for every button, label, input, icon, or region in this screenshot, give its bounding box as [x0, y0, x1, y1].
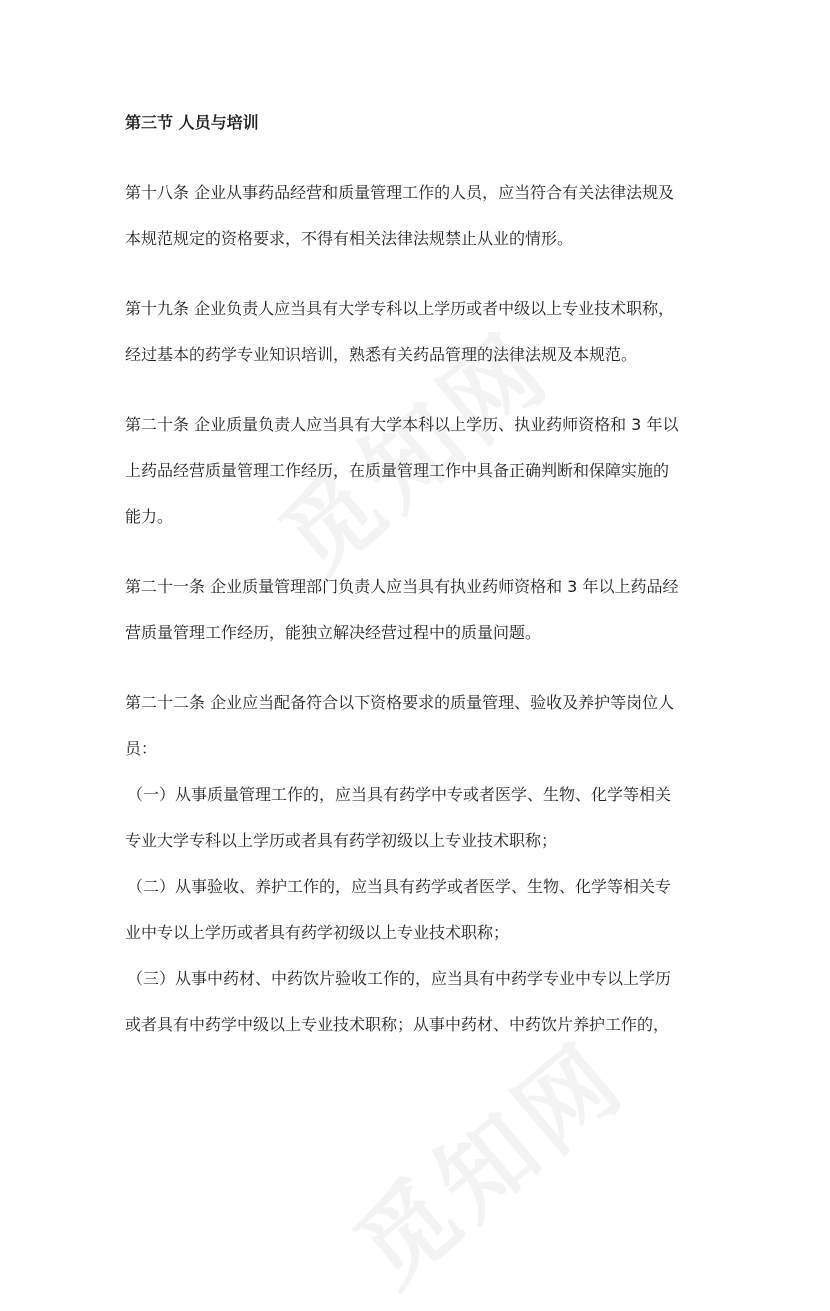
paragraph-line: 第十九条 企业负责人应当具有大学专科以上学历或者中级以上专业技术职称，: [125, 299, 675, 318]
list-item-line: 业中专以上学历或者具有药学初级以上专业技术职称；: [125, 923, 510, 942]
list-item-line: 或者具有中药学中级以上专业技术职称；从事中药材、中药饮片养护工作的，: [125, 1015, 670, 1034]
paragraph-line: 营质量管理工作经历，能独立解决经营过程中的质量问题。: [125, 623, 542, 642]
paragraph-line: 第二十一条 企业质量管理部门负责人应当具有执业药师资格和 3 年以上药品经: [125, 577, 679, 596]
list-item-line: 专业大学专科以上学历或者具有药学初级以上专业技术职称；: [125, 831, 558, 850]
paragraph-line: 上药品经营质量管理工作经历，在质量管理工作中具备正确判断和保障实施的: [125, 461, 670, 480]
article-21-paragraph: [125, 564, 715, 656]
article-18-paragraph: [125, 170, 715, 262]
paragraph-line: 本规范规定的资格要求，不得有相关法律法规禁止从业的情形。: [125, 229, 574, 248]
list-item-line: （二）从事验收、养护工作的，应当具有药学或者医学、生物、化学等相关专: [127, 877, 672, 896]
document-body: [125, 100, 715, 1048]
paragraph-line: 员：: [125, 739, 158, 758]
article-22-paragraph: [125, 680, 715, 1048]
paragraph-line: 第十八条 企业从事药品经营和质量管理工作的人员，应当符合有关法律法规及: [125, 183, 675, 202]
paragraph-line: 经过基本的药学专业知识培训，熟悉有关药品管理的法律法规及本规范。: [125, 345, 638, 364]
paragraph-line: 第二十二条 企业应当配备符合以下资格要求的质量管理、验收及养护等岗位人: [125, 693, 675, 712]
paragraph-line: 第二十条 企业质量负责人应当具有大学本科以上学历、执业药师资格和 3 年以: [125, 415, 679, 434]
paragraph-line: 能力。: [125, 507, 174, 526]
watermark: [322, 1006, 649, 1311]
list-item-line: （一）从事质量管理工作的，应当具有药学中专或者医学、生物、化学等相关: [127, 785, 672, 804]
list-item-line: （三）从事中药材、中药饮片验收工作的，应当具有中药学专业中专以上学历: [127, 969, 672, 988]
article-19-paragraph: [125, 286, 715, 378]
section-title: 第三节 人员与培训: [125, 113, 259, 132]
article-20-paragraph: [125, 402, 715, 540]
